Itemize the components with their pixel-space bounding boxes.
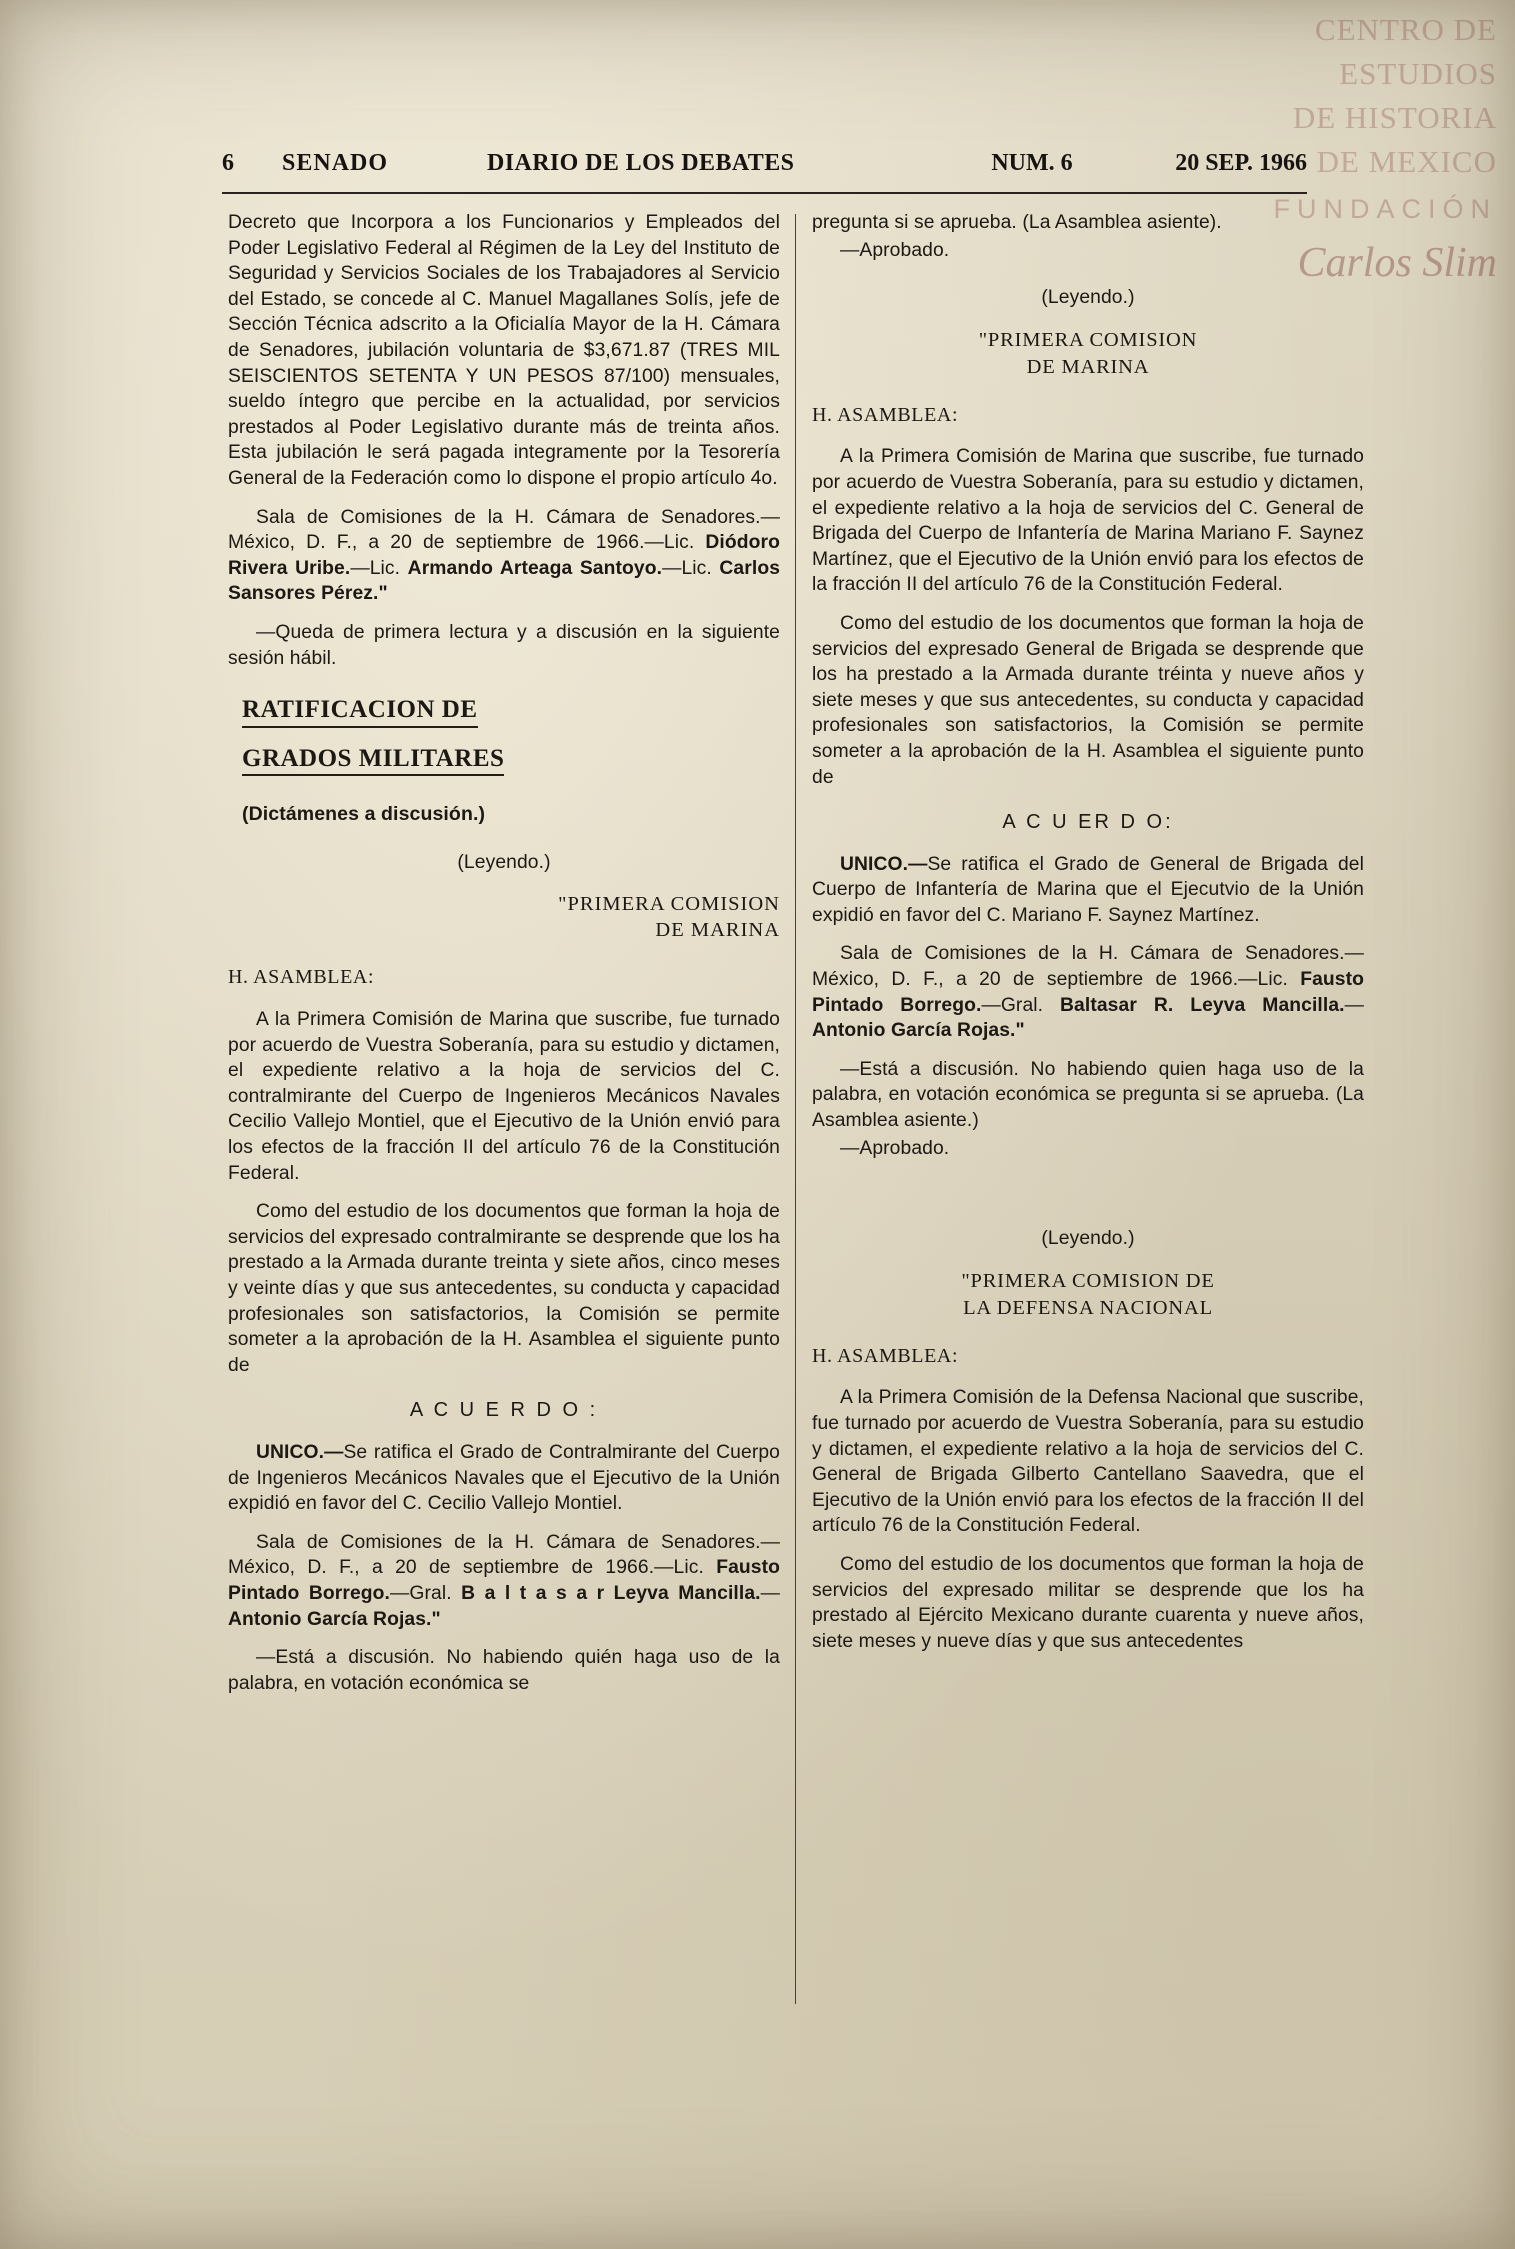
signer-5: B a l t a s a r Leyva Mancilla. (461, 1582, 761, 1604)
dictamenes-note: (Dictámenes a discusión.) (242, 803, 486, 826)
spacer (812, 1174, 1364, 1204)
left-column (228, 210, 780, 1709)
sala3-mid: —Gral. (981, 994, 1061, 1016)
watermark-line-4: DE MEXICO (1316, 144, 1497, 180)
comision-title-left-line-1: "PRIMERA COMISION (558, 893, 780, 916)
paragraph-right-4: Como del estudio de los documentos que forman la hoja de servicios del expresado militar se desprende que los ha prestado al Ejército Mexicano durante cuarenta y nueve años, siete meses y nueve días y que sus antecedentes (812, 1553, 1364, 1652)
signer-1: Diódoro Rivera Uribe. (228, 532, 780, 579)
signer-4: Fausto Pintado Borrego. (228, 1557, 780, 1604)
unico-label-left: UNICO.— (256, 1441, 344, 1463)
comision-title-left (228, 891, 780, 943)
leyendo-note-right-1: (Leyendo.) (1041, 287, 1135, 309)
watermark-line-3: DE HISTORIA (1292, 100, 1497, 136)
paragraph-discusion-right: —Está a discusión. No habiendo quien haga uso de la palabra, en votación económica se pregunta si se aprueba. (La Asamblea asiente.) (812, 1058, 1364, 1132)
acuerdo-heading-left: A C U E R D O : (409, 1399, 599, 1422)
comision-title-right-2 (812, 1268, 1364, 1322)
watermark-line-2: ESTUDIOS (1339, 56, 1497, 92)
paragraph-sala-comisiones-2 (228, 1530, 780, 1632)
sala-mid-1: —Lic. (350, 557, 408, 579)
signer-8: Baltasar R. Leyva Mancilla. (1060, 994, 1345, 1016)
header-chamber: SENADO (282, 150, 389, 176)
column-divider (795, 214, 796, 2004)
paragraph-discusion-left: —Está a discusión. No habiendo quién haga uso de la palabra, en votación económica se (228, 1647, 780, 1694)
paragraph-continuation-right: pregunta si se aprueba. (La Asamblea asiente). (812, 212, 1222, 233)
comision-title-right-2-line-2: LA DEFENSA NACIONAL (963, 1296, 1213, 1319)
paragraph-unico-right (812, 852, 1364, 929)
page-header (222, 150, 1307, 177)
unico-text-left: Se ratifica el Grado de Contralmirante del Cuerpo de Ingenieros Mecánicos Navales que el Ejecutivo de la Unión expidió en favor del C. Cecilio Vallejo Montiel. (228, 1441, 780, 1515)
paragraph-right-1: A la Primera Comisión de Marina que suscribe, fue turnado por acuerdo de Vuestra Soberanía, para su estudio y dictamen, el expediente relativo a la hoja de servicios del C. General de Brigada del Cuerpo de Infantería de Marina Mariano F. Saynez Martínez, que el Ejecutivo de la Unión envió para los efectos de la fracción II del artículo 76 de la Constitución Federal. (812, 446, 1364, 596)
sala3-mid-2: — (1344, 994, 1365, 1016)
paragraph-sala-comisiones-1 (228, 505, 780, 607)
header-issue: NUM. 6 (991, 150, 1073, 176)
signer-3: Carlos Sansores Pérez." (228, 557, 781, 605)
comision-title-right-1 (812, 327, 1364, 381)
paragraph-right-2: Como del estudio de los documentos que forman la hoja de servicios del expresado General de Brigada se desprende que los ha prestado a la Armada durante tréinta y nueve años y siete meses y que sus antecedentes, su conducta y capacidad profesionales son satisfactorios, la Comisión se permite someter a la aprobación de la H. Asamblea el siguiente punto de (812, 612, 1364, 788)
watermark-line-1: CENTRO DE (1314, 12, 1497, 47)
signer-6: Antonio García Rojas." (228, 1608, 441, 1630)
page-number: 6 (222, 150, 234, 176)
comision-title-left-line-2: DE MARINA (655, 919, 780, 942)
asamblea-salutation-right-1: H. ASAMBLEA: (812, 403, 959, 426)
paragraph-decreto: Decreto que Incorpora a los Funcionarios y Empleados del Poder Legislativo Federal al Régimen de la Ley del Instituto de Seguridad y Servicios Sociales de los Trabajadores al Servicio del Estado, se concede al C. Manuel Magallanes Solís, jefe de Sección Técnica adscrito a la Oficialía Mayor de la H. Cámara de Senadores, jubilación voluntaria de $3,671.87 (TRES MIL SEISCIENTOS SETENTA Y UN PESOS 87/100) mensuales, sueldo íntegro que percibe en la actualidad, por servicios prestados al Poder Legislativo durante más de treinta años. Esta jubilación le será pagada integramente por la Tesorería General de la Federación como lo dispone el propio artículo 4o. (228, 212, 780, 489)
aprobado-right-2: —Aprobado. (840, 1137, 950, 1159)
paragraph-right-3: A la Primera Comisión de la Defensa Nacional que suscribe, fue turnado por acuerdo de Vuestra Soberanía, para su estudio y dictamen, el expediente relativo a la hoja de servicios del C. General de Brigada Gilberto Cantellano Saavedra, que el Ejecutivo de la Unión envió para los efectos de la fracción II del artículo 76 de la Constitución Federal. (812, 1387, 1364, 1537)
sala2-mid: —Gral. (390, 1582, 462, 1604)
asamblea-salutation-left: H. ASAMBLEA: (228, 966, 375, 989)
paragraph-primera-lectura: —Queda de primera lectura y a discusión en la siguiente sesión hábil. (228, 621, 780, 669)
header-date: 20 SEP. 1966 (1175, 150, 1307, 176)
sala3-text: Sala de Comisiones de la H. Cámara de Senadores.—México, D. F., a 20 de septiembre de 1966.—Lic. (812, 943, 1364, 991)
asamblea-salutation-right-2: H. ASAMBLEA: (812, 1344, 959, 1367)
signer-7: Fausto Pintado Borrego. (812, 969, 1364, 1016)
sala-text-1: Sala de Comisiones de la H. Cámara de Senadores.—México, D. F., a 20 de septiembre de 1966.—Lic. (228, 506, 780, 554)
paragraph-left-2: Como del estudio de los documentos que forman la hoja de servicios del expresado contralmirante se desprende que los ha prestado a la Armada durante treinta y siete años, cinco meses y veinte días y que sus antecedentes, su conducta y capacidad profesionales son satisfactorios, la Comisión se permite someter a la aprobación de la H. Asamblea el siguiente punto de (228, 1201, 780, 1376)
sala2-mid-2: — (760, 1582, 780, 1604)
watermark-foundation: FUNDACIÓN (1273, 194, 1497, 225)
comision-title-right-1-line-1: "PRIMERA COMISION (978, 328, 1198, 351)
header-rule (222, 192, 1307, 194)
paragraph-sala-comisiones-3 (812, 941, 1364, 1043)
comision-title-right-1-line-2: DE MARINA (1026, 355, 1150, 378)
unico-label-right: UNICO.— (840, 853, 928, 875)
right-column (812, 210, 1364, 1667)
comision-title-right-2-line-1: "PRIMERA COMISION DE (961, 1269, 1215, 1292)
paragraph-left-1: A la Primera Comisión de Marina que suscribe, fue turnado por acuerdo de Vuestra Soberanía, para su estudio y dictamen, el expediente relativo a la hoja de servicios del C. contralmirante del Cuerpo de Ingenieros Mecánicos Navales Cecilio Vallejo Montiel, que el Ejecutivo de la Unión envió para los efectos de la fracción II del artículo 76 de la Constitución Federal. (228, 1009, 780, 1184)
section-heading-line-1: RATIFICACION DE (242, 697, 478, 728)
unico-text-right: Se ratifica el Grado de General de Brigada del Cuerpo de Infantería de Marina que el Ejecutvio de la Unión expidió en favor del C. Mariano F. Saynez Martínez. (812, 853, 1364, 926)
watermark-signature: Carlos Slim (1297, 240, 1497, 287)
header-title: DIARIO DE LOS DEBATES (487, 150, 795, 176)
acuerdo-heading-right: A C U ER D O: (1002, 811, 1174, 834)
leyendo-note-left: (Leyendo.) (457, 851, 551, 873)
sala2-text: Sala de Comisiones de la H. Cámara de Senadores.—México, D. F., a 20 de septiembre de 1966.—Lic. (228, 1531, 780, 1579)
signer-9: Antonio García Rojas." (812, 1020, 1025, 1042)
aprobado-right-1: —Aprobado. (840, 239, 950, 261)
paragraph-unico-left (228, 1440, 780, 1517)
section-heading-line-2: GRADOS MILITARES (242, 746, 504, 777)
leyendo-note-right-2: (Leyendo.) (1041, 1228, 1135, 1250)
section-heading-ratificacion (242, 697, 780, 776)
signer-2: Armando Arteaga Santoyo. (407, 557, 663, 579)
sala-mid-2: —Lic. (662, 557, 720, 579)
